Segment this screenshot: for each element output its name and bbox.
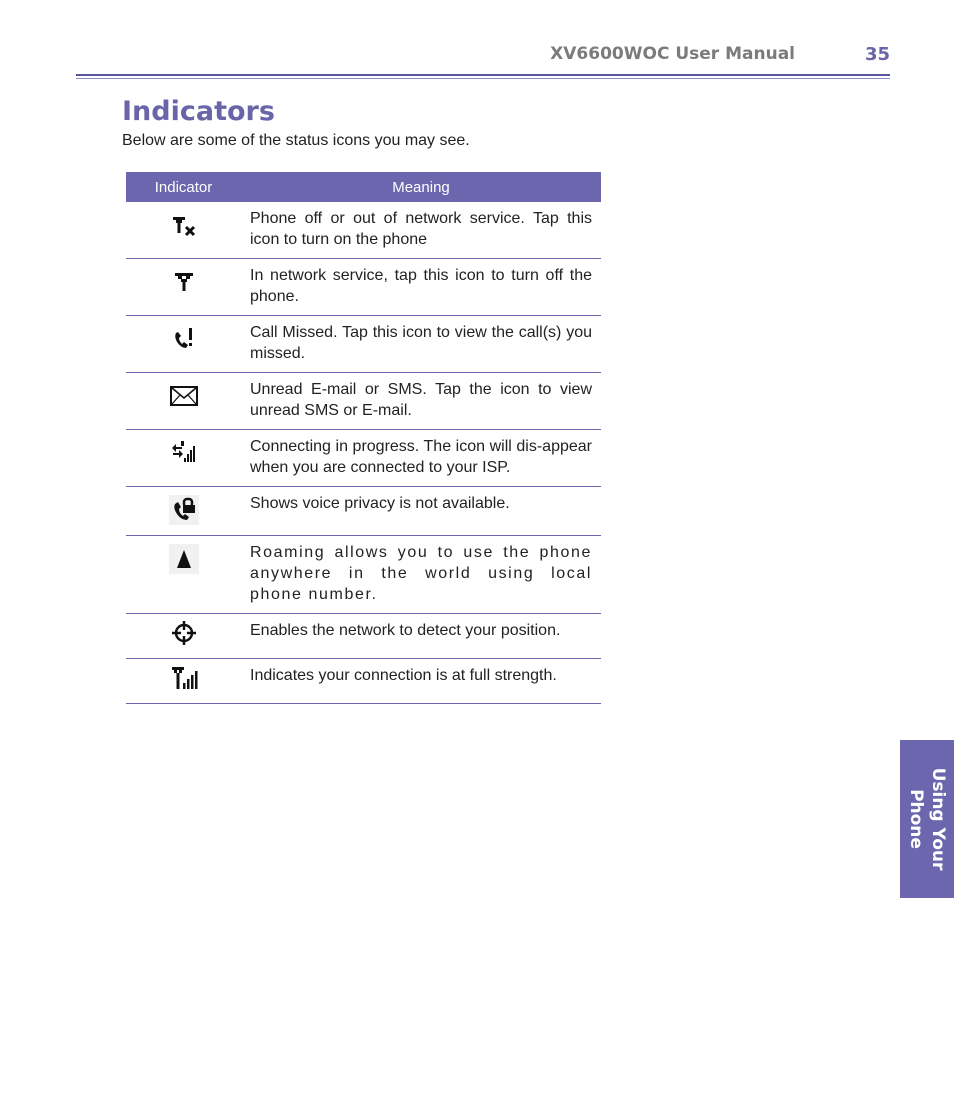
indicators-table: [126, 172, 601, 704]
meaning-cell: In network service, tap this icon to turn off the phone.: [241, 259, 601, 316]
meaning-cell: Shows voice privacy is not available.: [241, 487, 601, 536]
header-rule: [76, 74, 890, 76]
table-row: [126, 659, 601, 704]
intro-text: Below are some of the status icons you may see.: [122, 132, 470, 149]
page-title: Indicators: [122, 96, 275, 127]
indicator-column-header: Indicator: [126, 172, 241, 202]
meaning-cell: Roaming allows you to use the phone anywhere in the world using local phone number.: [241, 536, 601, 614]
page-number: 35: [864, 44, 890, 65]
meaning-column-header: Meaning: [241, 172, 601, 202]
table-row: [126, 259, 601, 316]
table-header-row: [126, 172, 601, 202]
network-service-icon: [169, 267, 199, 297]
meaning-cell: Phone off or out of network service. Tap this icon to turn on the phone: [241, 202, 601, 259]
table-row: [126, 614, 601, 659]
table-row: [126, 430, 601, 487]
meaning-cell: Indicates your connection is at full strength.: [241, 659, 601, 704]
meaning-cell: Enables the network to detect your position.: [241, 614, 601, 659]
meaning-cell: Connecting in progress. The icon will dis-appear when you are connected to your ISP.: [241, 430, 601, 487]
position-detect-icon: [169, 618, 199, 648]
voice-privacy-icon: [169, 495, 199, 525]
full-signal-icon: [169, 663, 199, 693]
connecting-icon: [169, 438, 199, 468]
header-title: XV6600WOC User Manual: [550, 44, 795, 64]
table-row: [126, 316, 601, 373]
table-row: [126, 373, 601, 430]
section-tab: [900, 740, 954, 898]
header-rule-thin: [76, 78, 890, 79]
section-tab-label: Using Your Phone: [906, 767, 948, 871]
table-row: [126, 536, 601, 614]
table-row: [126, 202, 601, 259]
meaning-cell: Call Missed. Tap this icon to view the call(s) you missed.: [241, 316, 601, 373]
missed-call-icon: [169, 324, 199, 354]
unread-message-icon: [169, 381, 199, 411]
phone-off-icon: [169, 210, 199, 240]
meaning-cell: Unread E-mail or SMS. Tap the icon to view unread SMS or E-mail.: [241, 373, 601, 430]
roaming-icon: [169, 544, 199, 574]
table-row: [126, 487, 601, 536]
